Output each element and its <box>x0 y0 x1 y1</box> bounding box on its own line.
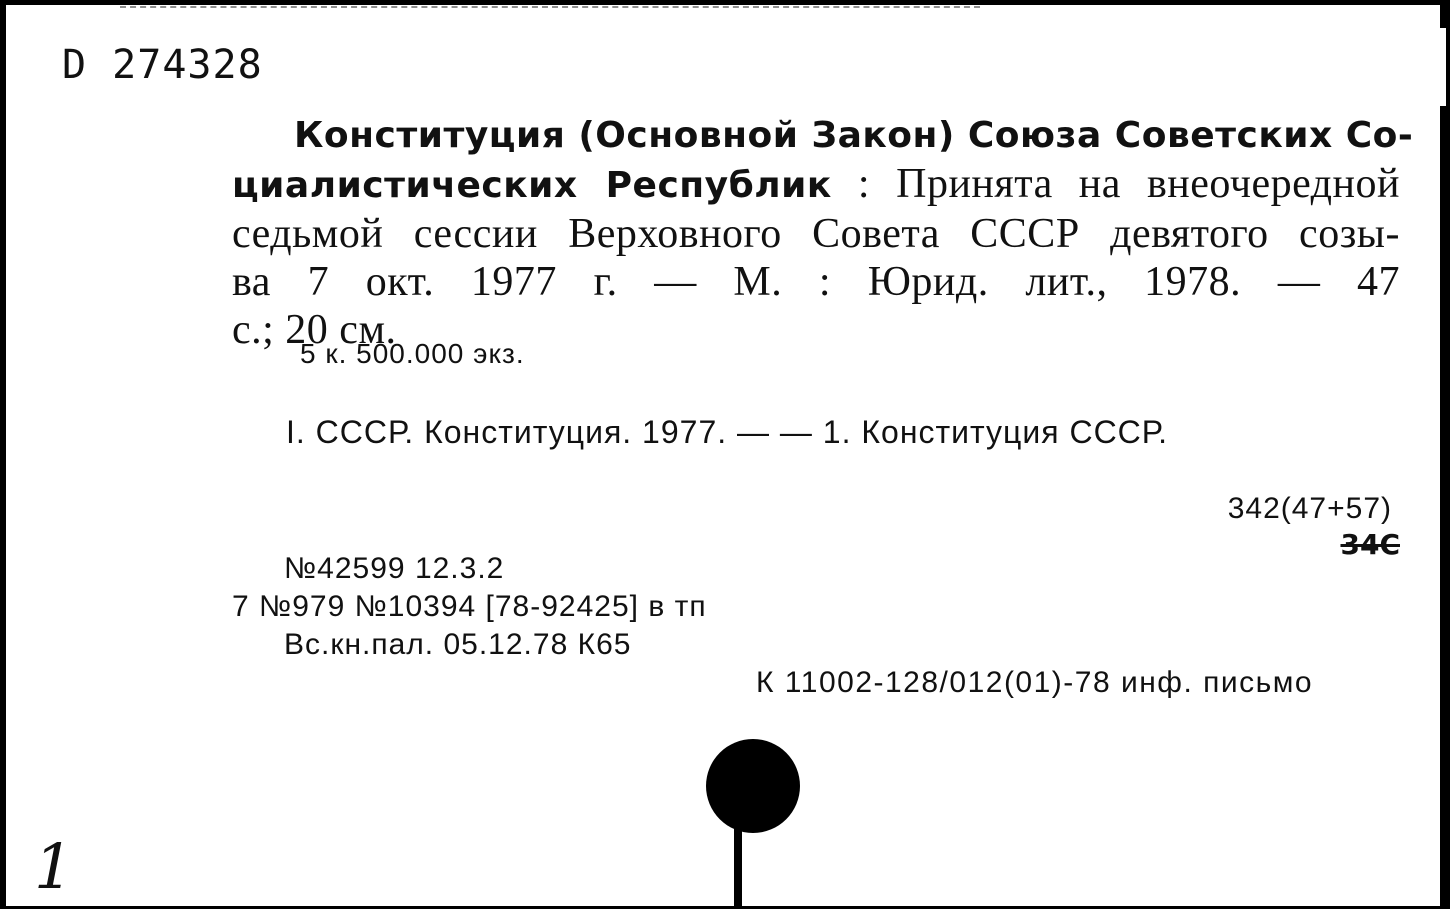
handwritten-mark: 1 <box>34 830 74 903</box>
main-entry-line-4: ва 7 окт. 1977 г. — М. : Юрид. лит., 1978. — 47 <box>232 259 1400 305</box>
publication-note: : Принята на внеочередной <box>831 161 1400 207</box>
punch-hole <box>706 739 800 833</box>
tracings: I. СССР. Конституция. 1977. — — 1. Конституция СССР. <box>286 414 1168 450</box>
class-code: 34С <box>1340 528 1400 561</box>
catalog-reference: К 11002-128/012(01)-78 инф. письмо <box>756 666 1314 699</box>
classification-number: 342(47+57) <box>1227 492 1392 525</box>
main-entry-line-2 <box>232 160 1400 210</box>
main-entry-line-3: седьмой сессии Верховного Совета СССР девятого созы- <box>232 211 1400 257</box>
top-scribble-mark <box>120 6 980 12</box>
call-number: D 274328 <box>62 42 263 88</box>
print-run: 5 к. 500.000 экз. <box>300 338 525 369</box>
title-part-2: циалистических Республик <box>232 165 832 206</box>
record-line-1: №42599 12.3.2 <box>284 552 505 585</box>
punch-hole-slot <box>734 820 742 909</box>
scan-border-top <box>0 0 1450 5</box>
record-block <box>232 550 707 664</box>
record-line-2: 7 №979 №10394 [78-92425] в тп <box>232 590 707 623</box>
scan-border-notch <box>1440 28 1446 106</box>
main-entry <box>232 110 1414 354</box>
scan-border-left <box>0 0 6 909</box>
title-part-1: Конституция (Основной Закон) Союза Советских Со- <box>294 115 1414 156</box>
main-entry-line-1 <box>232 110 1414 160</box>
record-line-3: Вс.кн.пал. 05.12.78 К65 <box>284 628 632 661</box>
main-entry-line-5: с.; 20 см. <box>232 307 397 353</box>
scan-border-right <box>1440 0 1450 909</box>
